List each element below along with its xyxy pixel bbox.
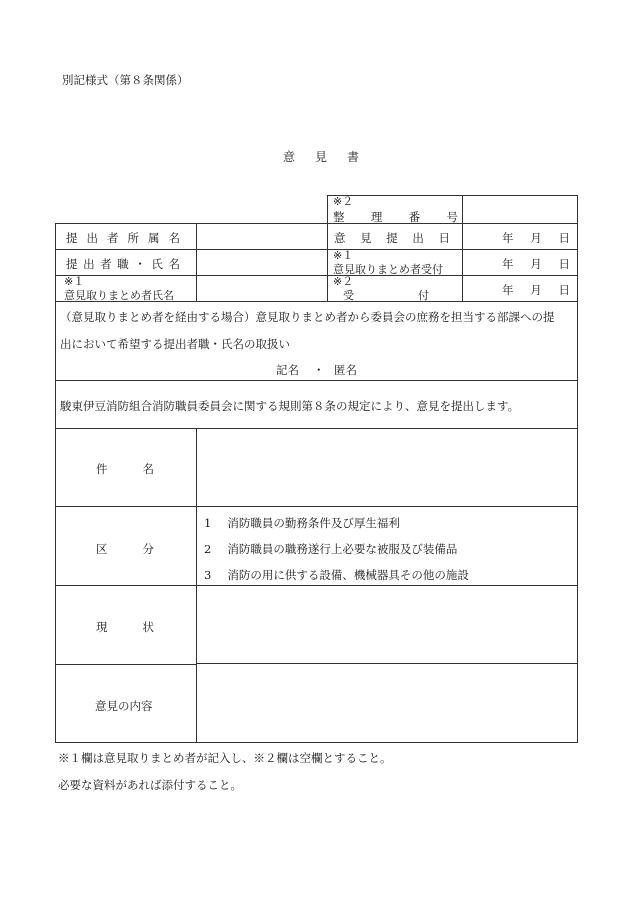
position-name-field[interactable] — [197, 250, 326, 275]
mark-2-seiri: ※２ — [333, 195, 354, 208]
position-name-label: 提 出 者 職 ・ 氏 名 — [66, 257, 180, 271]
option-anonymous[interactable]: 匿名 — [334, 363, 357, 377]
subject-label: 件 名 — [96, 462, 154, 476]
form-reference: 別記様式（第８条関係） — [62, 73, 189, 87]
coordinator-receipt-label: 意見取りまとめ者受付 — [333, 263, 443, 276]
affiliation-field[interactable] — [197, 224, 326, 249]
status-field[interactable] — [197, 586, 577, 663]
subject-field[interactable] — [197, 429, 577, 506]
category-item-3[interactable]: 3 消防の用に供する設備、機械器具その他の施設 — [204, 568, 469, 582]
handling-text-line2: 出において希望する提出者職・氏名の取扱い — [60, 337, 290, 351]
coordinator-receipt-date-field[interactable]: 年 月 日 — [502, 257, 570, 271]
note-2: 必要な資料があれば添付すること。 — [58, 778, 242, 792]
category-item-1[interactable]: 1 消防職員の勤務条件及び厚生福利 — [204, 516, 400, 530]
opinion-label: 意見の内容 — [95, 699, 153, 713]
note-1: ※１欄は意見取りまとめ者が記入し、※２欄は空欄とすること。 — [58, 751, 392, 765]
coordinator-name-field[interactable] — [197, 276, 326, 301]
opinion-field[interactable] — [197, 665, 577, 742]
submission-statement: 駿東伊豆消防組合消防職員委員会に関する規則第８条の規定により、意見を提出します。 — [60, 399, 520, 413]
category-label: 区 分 — [96, 542, 154, 556]
submit-date-field[interactable]: 年 月 日 — [502, 231, 570, 245]
submit-date-label: 意 見 提 出 日 — [334, 231, 450, 245]
option-separator: ・ — [313, 363, 325, 377]
receipt-label: 受 付 — [343, 289, 429, 302]
handling-text-line1: （意見取りまとめ者を経由する場合）意見取りまとめ者から委員会の庶務を担当する部課への提 — [60, 310, 555, 324]
option-named[interactable]: 記名 — [276, 363, 299, 377]
seiri-bango-field[interactable] — [463, 196, 577, 223]
mark-1-receipt: ※１ — [333, 249, 354, 262]
category-item-2[interactable]: 2 消防職員の職務遂行上必要な被服及び装備品 — [204, 542, 458, 556]
status-label: 現 状 — [96, 620, 154, 634]
receipt-date-field[interactable]: 年 月 日 — [502, 283, 570, 297]
document-title: 意 見 書 — [283, 150, 364, 164]
coordinator-name-label: 意見取りまとめ者氏名 — [64, 289, 174, 302]
affiliation-label: 提 出 者 所 属 名 — [66, 231, 180, 245]
mark-2-receipt: ※２ — [333, 275, 354, 288]
mark-1-coordinator-name: ※１ — [64, 275, 85, 288]
seiri-bango-label: 整 理 番 号 — [333, 210, 458, 224]
